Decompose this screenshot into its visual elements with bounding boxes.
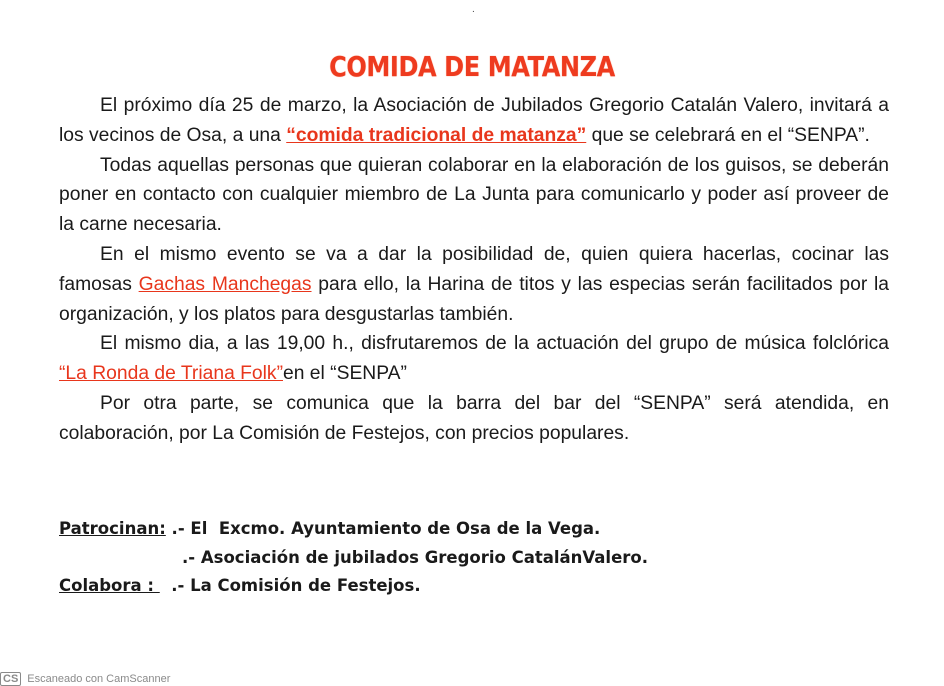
patrocinan-row-2	[59, 544, 648, 573]
patrocinan-row-1	[59, 515, 648, 544]
patrocinan-asociacion: .- Asociación de jubilados Gregorio CatalánValero.	[182, 547, 649, 567]
camscanner-logo-icon: CS	[0, 672, 21, 686]
watermark-text: Escaneado con CamScanner	[27, 673, 171, 685]
patrocinan-ayuntamiento: .- El Excmo. Ayuntamiento de Osa de la Vega.	[165, 519, 601, 538]
sponsors-block	[59, 515, 648, 601]
paragraph-music: El mismo dia, a las 19,00 h., disfrutaremos de la actuación del grupo de música folclórica “La Ronda de Triana Folk”en el “SENPA”	[59, 333, 889, 385]
patrocinan-label: Patrocinan:	[59, 519, 166, 538]
top-mark: .	[472, 4, 475, 15]
colabora-label: Colabora :	[59, 576, 160, 595]
page-title: COMIDA DE MATANZA	[329, 50, 615, 83]
paragraph-bar: Por otra parte, se comunica que la barra del bar del “SENPA” será atendida, en colaboración, por La Comisión de Festejos, con precios populares.	[59, 392, 889, 444]
paragraph-collaborate: Todas aquellas personas que quieran colaborar en la elaboración de los guisos, se deberán poner en contacto con cualquier miembro de La Junta para comunicarlo y poder así proveer de la carne necesaria.	[59, 154, 889, 236]
scanner-watermark	[0, 672, 170, 686]
paragraph-invitation: El próximo día 25 de marzo, la Asociación de Jubilados Gregorio Catalán Valero, invitará a los vecinos de Osa, a una “comida tradicional de matanza” que se celebrará en el “SENPA”.	[59, 95, 889, 146]
announcement-body	[59, 91, 889, 449]
highlight-ronda-triana: “La Ronda de Triana Folk”	[59, 363, 283, 385]
highlight-gachas-manchegas: Gachas Manchegas	[138, 273, 312, 295]
colabora-row	[59, 572, 648, 601]
highlight-comida-tradicional: “comida tradicional de matanza”	[286, 124, 587, 146]
paragraph-gachas: En el mismo evento se va a dar la posibilidad de, quien quiera hacerlas, cocinar las famosas Gachas Manchegas para ello, la Harina de titos y las especias serán facilitados por la organización, y los platos para desgustarlas también.	[59, 243, 890, 325]
colabora-comision: .- La Comisión de Festejos.	[159, 576, 421, 595]
